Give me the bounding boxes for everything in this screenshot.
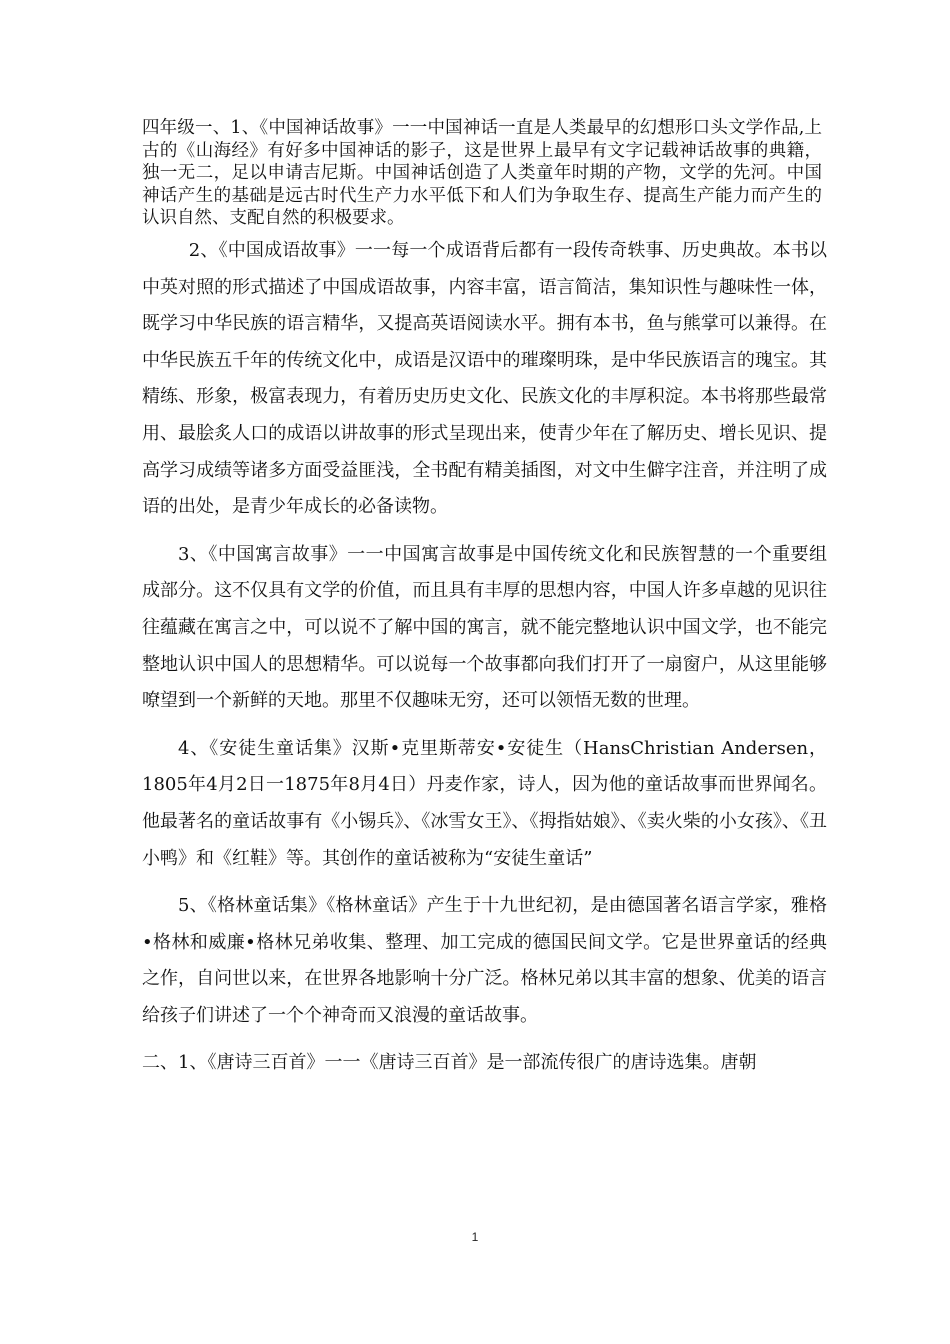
paragraph-fables: 3、《中国寓言故事》一一中国寓言故事是中国传统文化和民族智慧的一个重要组成部分。这不仅具有文学的价值，而且具有丰厚的思想内容，中国人许多卓越的见识往往蕴藏在寓言之中，可以说不了解中国的寓言，就不能完整地认识中国文学，也不能完整地认识中国人的思想精华。可以说每一个故事都向我们打开了一扇窗户，从这里能够嘹望到一个新鲜的天地。那里不仅趣味无穷，还可以领悟无数的世理。 [142, 543, 827, 712]
paragraph-mythology: 四年级一、1、《中国神话故事》一一中国神话一直是人类最早的幻想形口头文学作品,上古的《山海经》有好多中国神话的影子，这是世界上最早有文字记载神话故事的典籍，独一无二，足以申请吉尼斯。中国神话创造了人类童年时期的产物，文学的先河。中国神话产生的基础是远古时代生产力水平低下和人们为争取生存、提高生产能力而产生的认识自然、支配自然的积极要求。 [142, 118, 822, 228]
paragraph-tang-poems: 二、1、《唐诗三百首》一一《唐诗三百首》是一部流传很广的唐诗选集。唐朝 [142, 1052, 757, 1074]
paragraph-idioms: 2、《中国成语故事》一一每一个成语背后都有一段传奇轶事、历史典故。本书以中英对照的形式描述了中国成语故事，内容丰富，语言简洁，集知识性与趣味性一体，既学习中华民族的语言精华，又提高英语阅读水平。拥有本书，鱼与熊掌可以兼得。在中华民族五千年的传统文化中，成语是汉语中的璀璨明珠，是中华民族语言的瑰宝。其精练、形象，极富表现力，有着历史历史文化、民族文化的丰厚积淀。本书将那些最常用、最脍炙人口的成语以讲故事的形式呈现出来，使青少年在了解历史、增长见识、提高学习成绩等诸多方面受益匪浅，全书配有精美插图，对文中生僻字注音，并注明了成语的出处，是青少年成长的必备读物。 [142, 240, 827, 518]
paragraph-grimm: 5、《格林童话集》《格林童话》产生于十九世纪初，是由德国著名语言学家，雅格•格林和威廉•格林兄弟收集、整理、加工完成的德国民间文学。它是世界童话的经典之作，自问世以来，在世界各地影响十分广泛。格林兄弟以其丰富的想象、优美的语言给孩子们讲述了一个个神奇而又浪漫的童话故事。 [142, 895, 827, 1026]
document-body [142, 233, 827, 1093]
paragraph-andersen: 4、《安徒生童话集》汉斯•克里斯蒂安•安徒生（HansChristian Andersen，1805年4月2日一1875年8月4日）丹麦作家，诗人，因为他的童话故事而世界闻名。他最著名的童话故事有《小锡兵》、《冰雪女王》、《拇指姑娘》、《卖火柴的小女孩》、《丑小鸭》和《红鞋》等。其创作的童话被称为“安徒生童话” [142, 737, 827, 869]
page-number: 1 [471, 1230, 479, 1244]
